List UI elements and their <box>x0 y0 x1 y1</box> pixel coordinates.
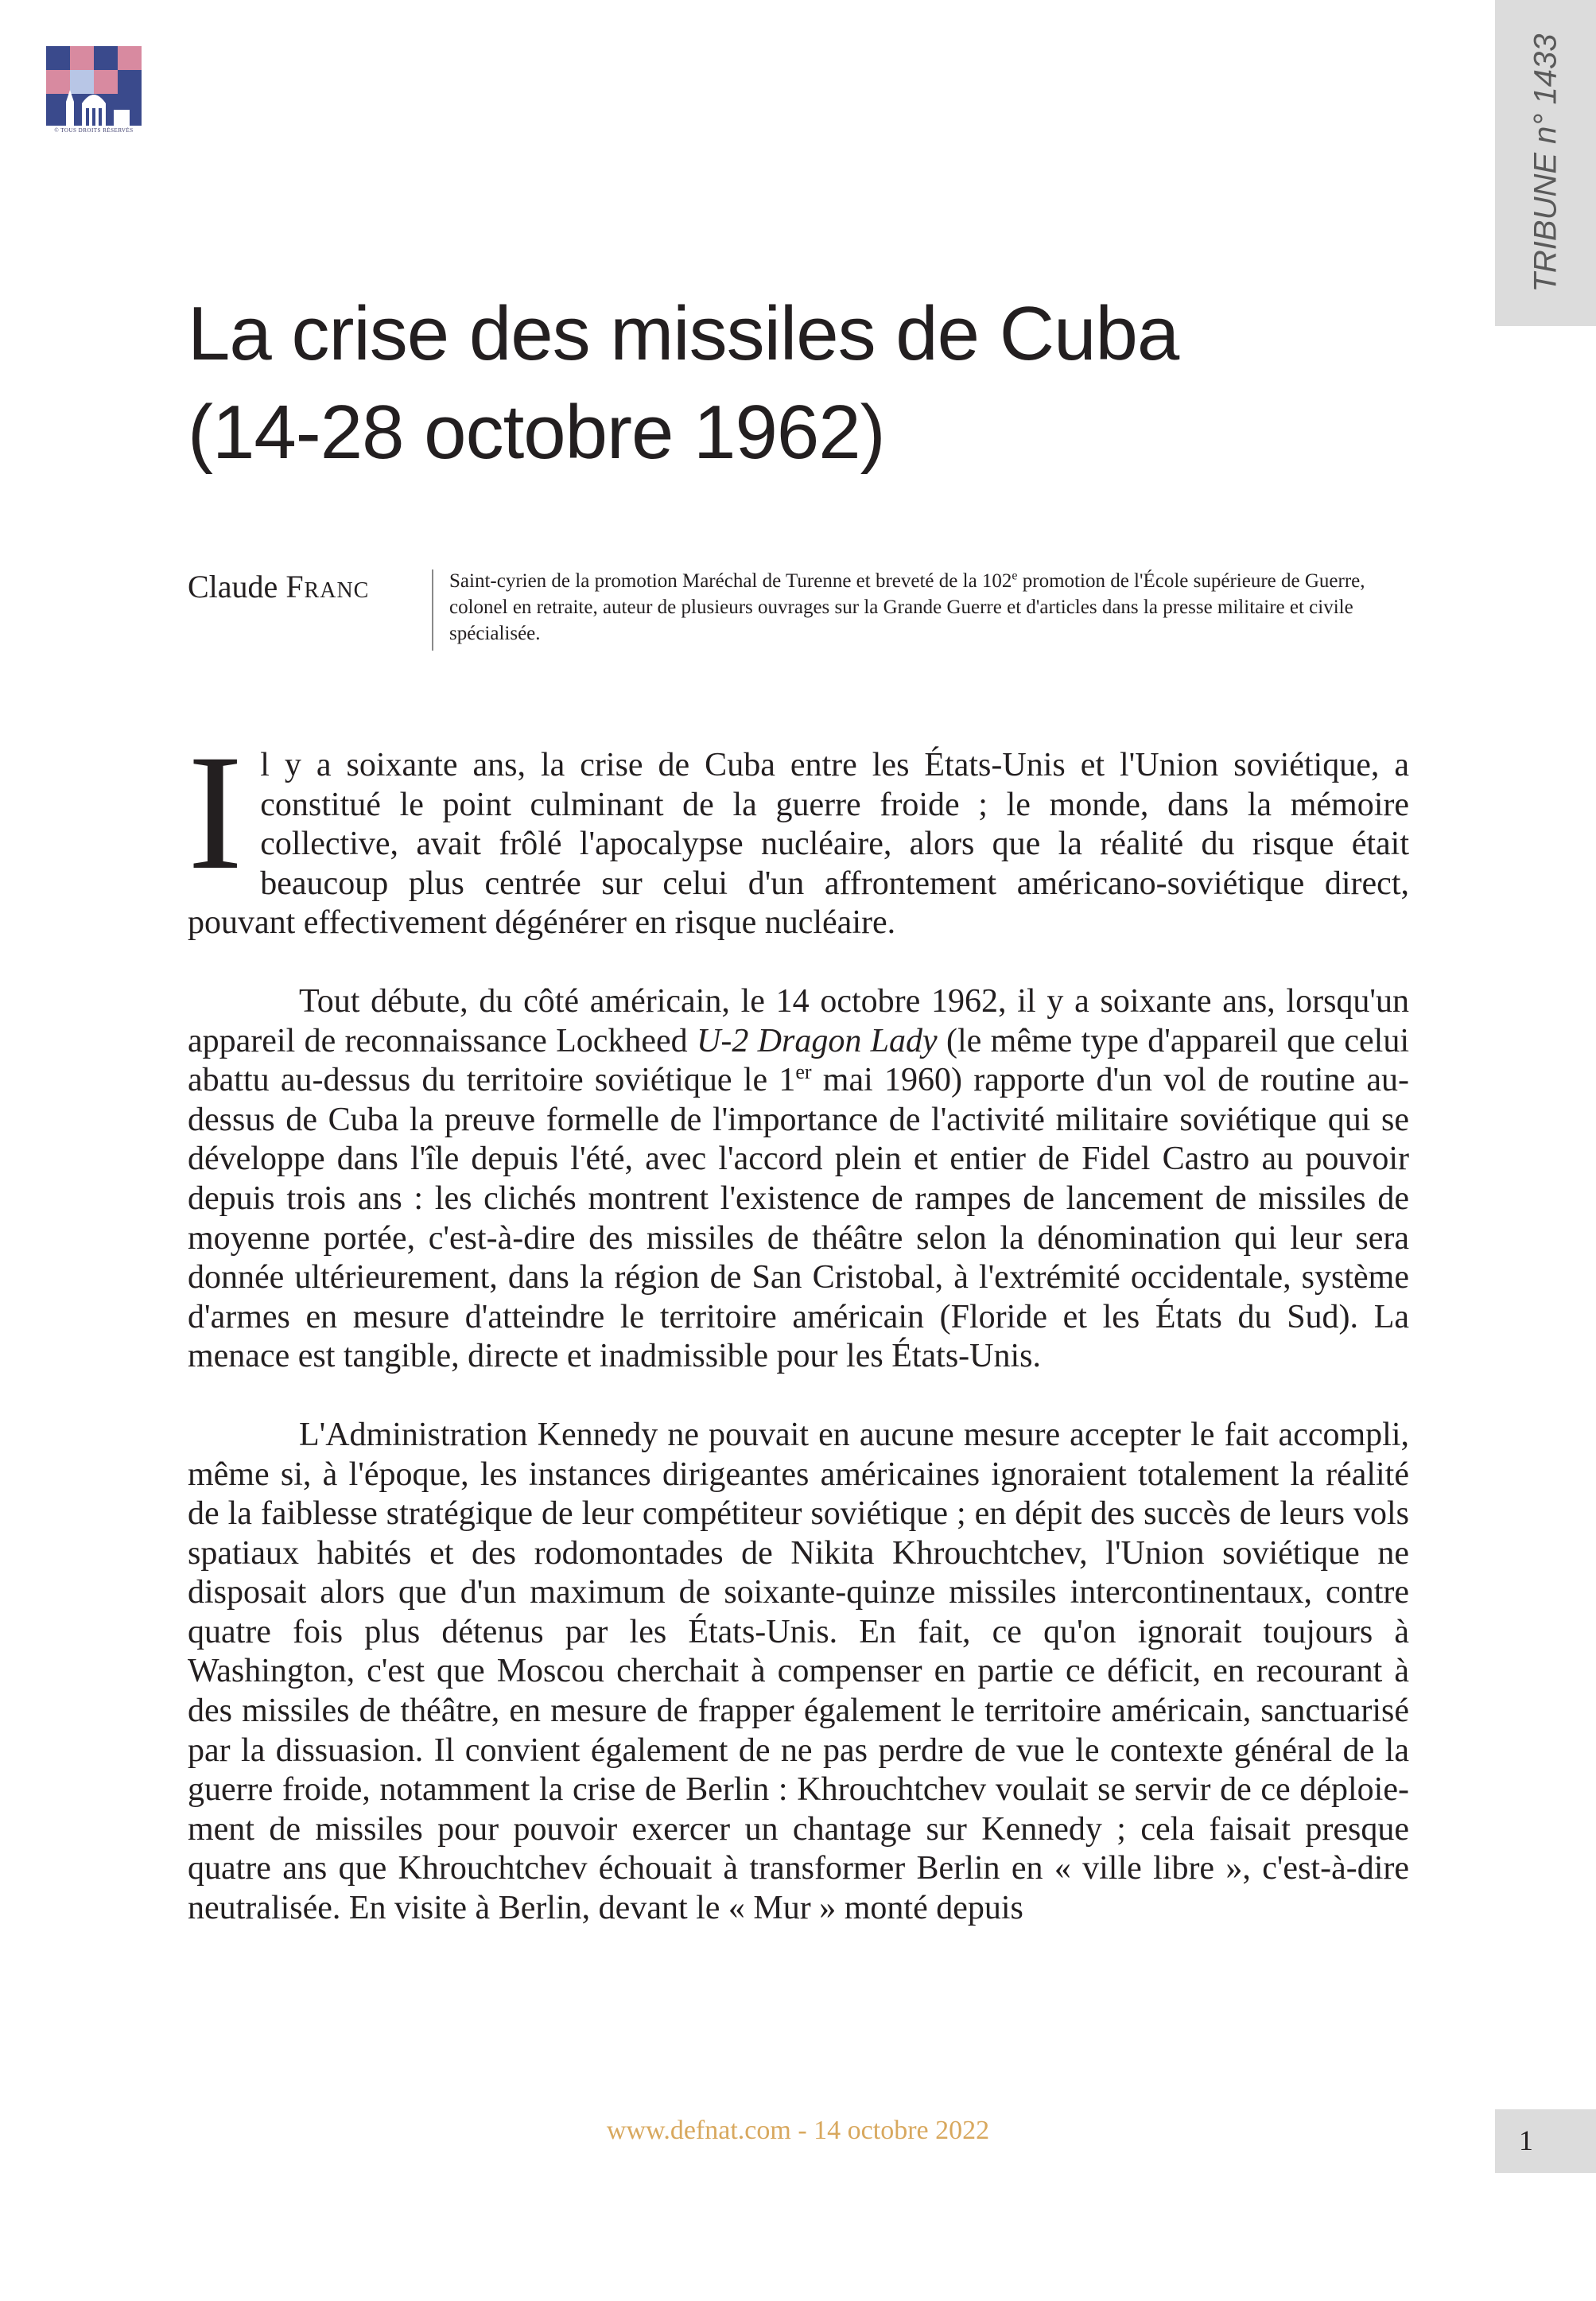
author-divider <box>432 569 433 651</box>
tribune-label: TRIBUNE n° 1433 <box>1528 33 1563 293</box>
paragraph-2-text-end: mai 1960) rapporte d'un vol de routine au-dessus de Cuba la preuve formelle de l'importance de l'activité militaire soviétique qui se développe dans l'île depuis l'été, avec l'accord plein et entier de Fidel Castro au pouvoir depuis trois ans : les clichés montrent l'existence de rampes de lancement de missiles de moyenne portée, c'est-à-dire des missiles de théâtre selon la dénomination qui leur sera donnée ultérieurement, dans la région de San Cristobal, à l'extrémité occidentale, système d'armes en mesure d'atteindre le territoire américain (Floride et les États du Sud). La menace est tangible, directe et inadmissible pour les États-Unis. <box>188 1062 1409 1375</box>
paragraph-2 <box>188 982 1409 1377</box>
article-body <box>188 721 1410 1968</box>
paragraph-3: L'Administration Kennedy ne pouvait en aucune mesure accepter le fait accompli, même si, à l'époque, les instances dirigeantes américaines ignoraient totalement la réalité de la faiblesse stratégique de leur compétiteur soviétique ; en dépit des succès de leurs vols spatiaux habités et des rodomontades de Nikita Khrouchtchev, l'Union soviétique ne disposait alors que d'un maximum de soixante-quinze missiles intercontinentaux, contre quatre fois plus détenus par les États-Unis. En fait, ce qu'on ignorait toujours à Washington, c'est que Moscou cherchait à compenser en partie ce déficit, en recourant à des missiles de théâtre, en mesure de frapper également le territoire américain, sanctuarisé par la dissuasion. Il convient également de ne pas perdre de vue le contexte général de la guerre froide, notamment la crise de Berlin : Khrouchtchev voulait se servir de ce déploiement de missiles pour pouvoir exercer un chantage sur Kennedy ; cela faisait presque quatre ans que Khrouchtchev échouait à transformer Berlin en « ville libre », c'est-à-dire neutralisée. En visite à Berlin, devant le « Mur » monté depuis <box>188 1416 1409 1927</box>
author-name <box>188 568 369 605</box>
article-title <box>188 285 1179 482</box>
aircraft-name: U-2 Dragon Lady <box>697 1022 938 1059</box>
paragraph-1-text: l y a soixante ans, la crise de Cuba entre les États-Unis et l'Union soviétique, a constitué le point culminant de la guerre froide ; le monde, dans la mémoire collective, avait frôlé l'apocalypse nucléaire, alors que la réalité du risque était beaucoup plus centrée sur celui d'un affrontement américano-soviétique direct, pouvant effectivement dégénérer en risque nucléaire. <box>188 747 1409 942</box>
paragraph-2-text-cont: (le même type d'appareil que celui abattu au-dessus du territoire soviétique le 1 <box>188 1022 1410 1099</box>
tribune-tab <box>1495 0 1596 326</box>
author-bio-text: Saint-cyrien de la promotion Maréchal de Turenne et breveté de la 102 <box>449 570 1012 592</box>
author-surname: Franc <box>285 569 370 604</box>
paragraph-1 <box>188 721 1409 943</box>
title-line-2: (14-28 octobre 1962) <box>188 390 885 475</box>
logo-caption: © TOUS DROITS RÉSERVÉS <box>54 127 134 134</box>
footer-url[interactable]: www.defnat.com - 14 octobre 2022 <box>606 2116 990 2145</box>
author-bio-sup: e <box>1012 569 1018 583</box>
ordinal-sup: er <box>795 1060 812 1084</box>
page-number: 1 <box>1519 2124 1533 2156</box>
author-bio-text-cont: promotion de l'École supérieure de Guerre, colonel en retraite, auteur de plusieurs ouvrages sur la Grande Guerre et d'articles dans la presse militaire et civile spécialisée. <box>449 570 1365 644</box>
author-first-name: Claude <box>188 569 278 604</box>
dropcap: I <box>188 721 243 904</box>
paragraph-2-text: Tout débute, du côté américain, le 14 octobre 1962, il y a soixante ans, lorsqu'un appareil de reconnaissance Lockheed <box>188 982 1409 1059</box>
page-number-tab <box>1495 2109 1596 2173</box>
author-bio <box>449 568 1412 647</box>
title-line-1: La crise des missiles de Cuba <box>188 291 1179 376</box>
